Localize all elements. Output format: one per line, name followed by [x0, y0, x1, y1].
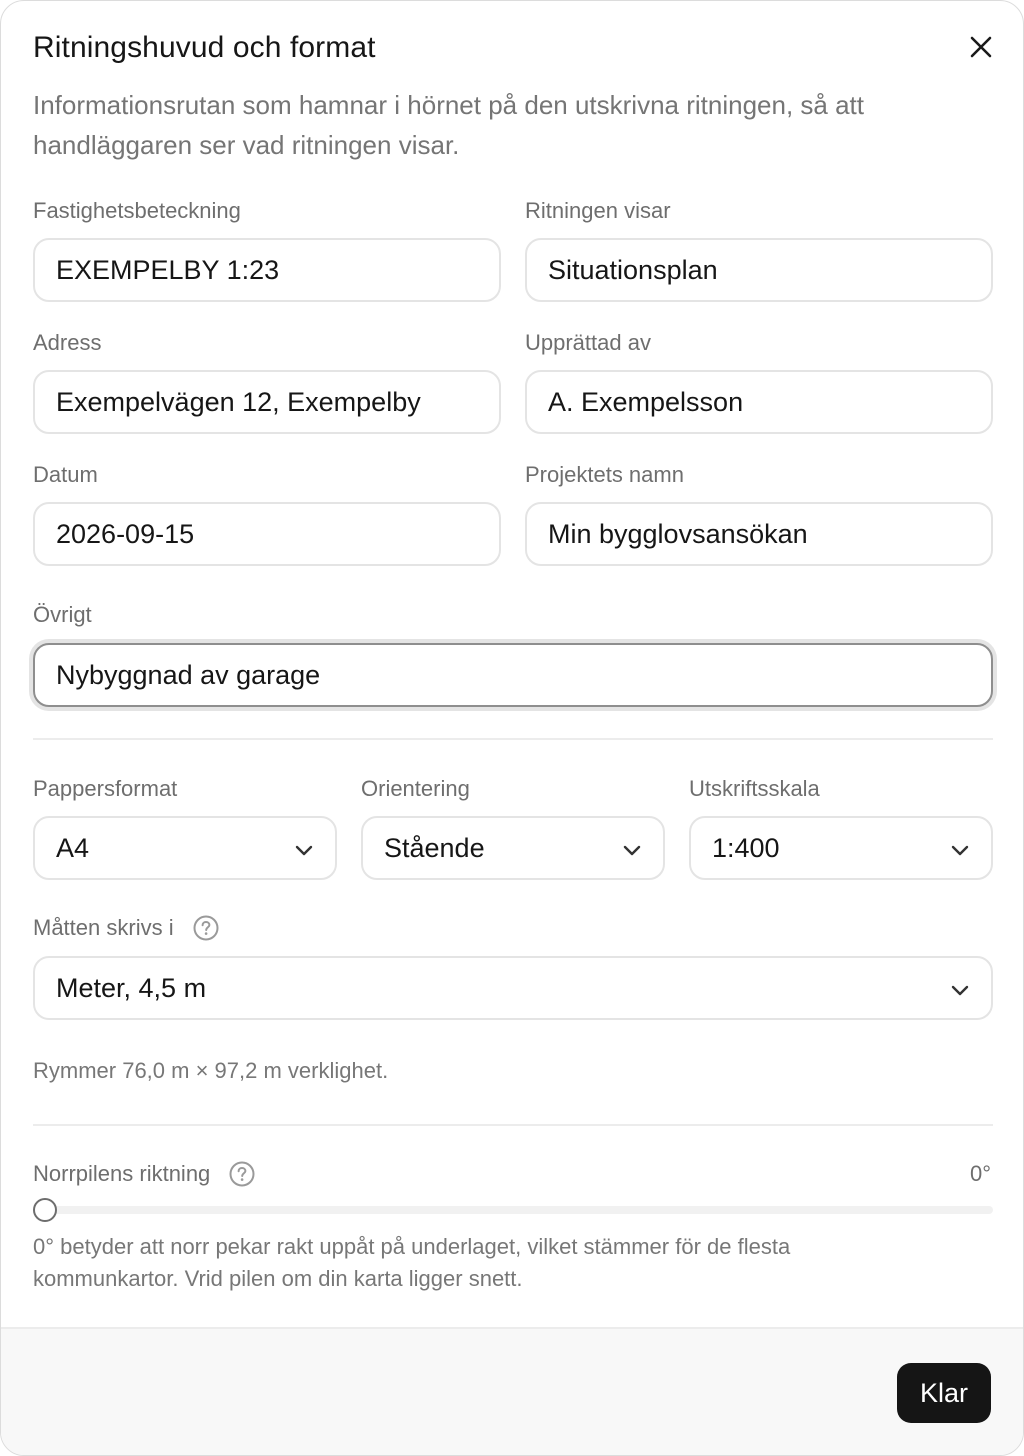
other-value: Nybyggnad av garage: [56, 659, 321, 690]
dimension-unit-value: Meter, 4,5 m: [56, 972, 207, 1003]
orientation-select[interactable]: [361, 816, 665, 880]
date-value: 2026-09-15: [56, 518, 195, 549]
dialog-title: Ritningshuvud och format: [33, 31, 376, 64]
chevron-down-icon: [949, 979, 971, 1001]
address-label: Adress: [33, 330, 102, 355]
drawing-shows-input[interactable]: [525, 238, 993, 302]
paper-format-select[interactable]: [33, 816, 337, 880]
date-input[interactable]: [33, 502, 501, 566]
north-arrow-hint: 0° betyder att norr pekar rakt uppåt på underlaget, vilket stämmer för de flesta kommunkartor. Vrid pilen om din karta ligger snett.: [33, 1234, 791, 1291]
prepared-by-label: Upprättad av: [525, 330, 651, 355]
project-name-input[interactable]: [525, 502, 993, 566]
orientation-label: Orientering: [361, 776, 470, 801]
drawing-shows-value: Situationsplan: [548, 254, 718, 285]
project-name-value: Min bygglovsansökan: [548, 518, 808, 549]
north-arrow-slider-thumb[interactable]: [33, 1198, 57, 1222]
print-scale-select[interactable]: [689, 816, 993, 880]
coverage-text: Rymmer 76,0 m × 97,2 m verklighet.: [33, 1058, 389, 1083]
section-divider: [33, 1124, 993, 1126]
paper-format-label: Pappersformat: [33, 776, 178, 801]
help-icon[interactable]: [192, 914, 220, 942]
print-scale-label: Utskriftsskala: [689, 776, 820, 801]
north-arrow-slider-track[interactable]: [33, 1206, 993, 1214]
dimension-unit-select[interactable]: [33, 956, 993, 1020]
date-label: Datum: [33, 462, 98, 487]
help-icon[interactable]: [228, 1160, 256, 1188]
property-designation-value: EXEMPELBY 1:23: [56, 254, 280, 285]
property-designation-label: Fastighetsbeteckning: [33, 198, 241, 223]
paper-format-value: A4: [56, 832, 90, 863]
dimension-unit-label-row: [33, 914, 220, 942]
dimension-unit-label: Måtten skrivs i: [33, 915, 174, 941]
prepared-by-value: A. Exempelsson: [548, 386, 744, 417]
chevron-down-icon: [621, 839, 643, 861]
other-input[interactable]: [33, 643, 993, 707]
chevron-down-icon: [293, 839, 315, 861]
address-value: Exempelvägen 12, Exempelby: [56, 386, 421, 417]
address-input[interactable]: [33, 370, 501, 434]
north-arrow-value: 0°: [969, 1161, 991, 1186]
print-scale-value: 1:400: [712, 832, 780, 863]
project-name-label: Projektets namn: [525, 462, 684, 487]
close-icon: [969, 35, 993, 59]
prepared-by-input[interactable]: [525, 370, 993, 434]
north-arrow-label-row: [33, 1160, 256, 1188]
dialog-footer: [1, 1327, 1024, 1456]
close-button[interactable]: [963, 29, 999, 65]
orientation-value: Stående: [384, 832, 485, 863]
chevron-down-icon: [949, 839, 971, 861]
dialog-description: Informationsrutan som hamnar i hörnet på den utskrivna ritningen, så att handläggaren ser vad ritningen visar.: [33, 90, 864, 160]
property-designation-input[interactable]: [33, 238, 501, 302]
drawing-shows-label: Ritningen visar: [525, 198, 671, 223]
done-button[interactable]: Klar: [897, 1363, 991, 1423]
north-arrow-label: Norrpilens riktning: [33, 1161, 211, 1187]
section-divider: [33, 738, 993, 740]
other-label: Övrigt: [33, 602, 92, 627]
